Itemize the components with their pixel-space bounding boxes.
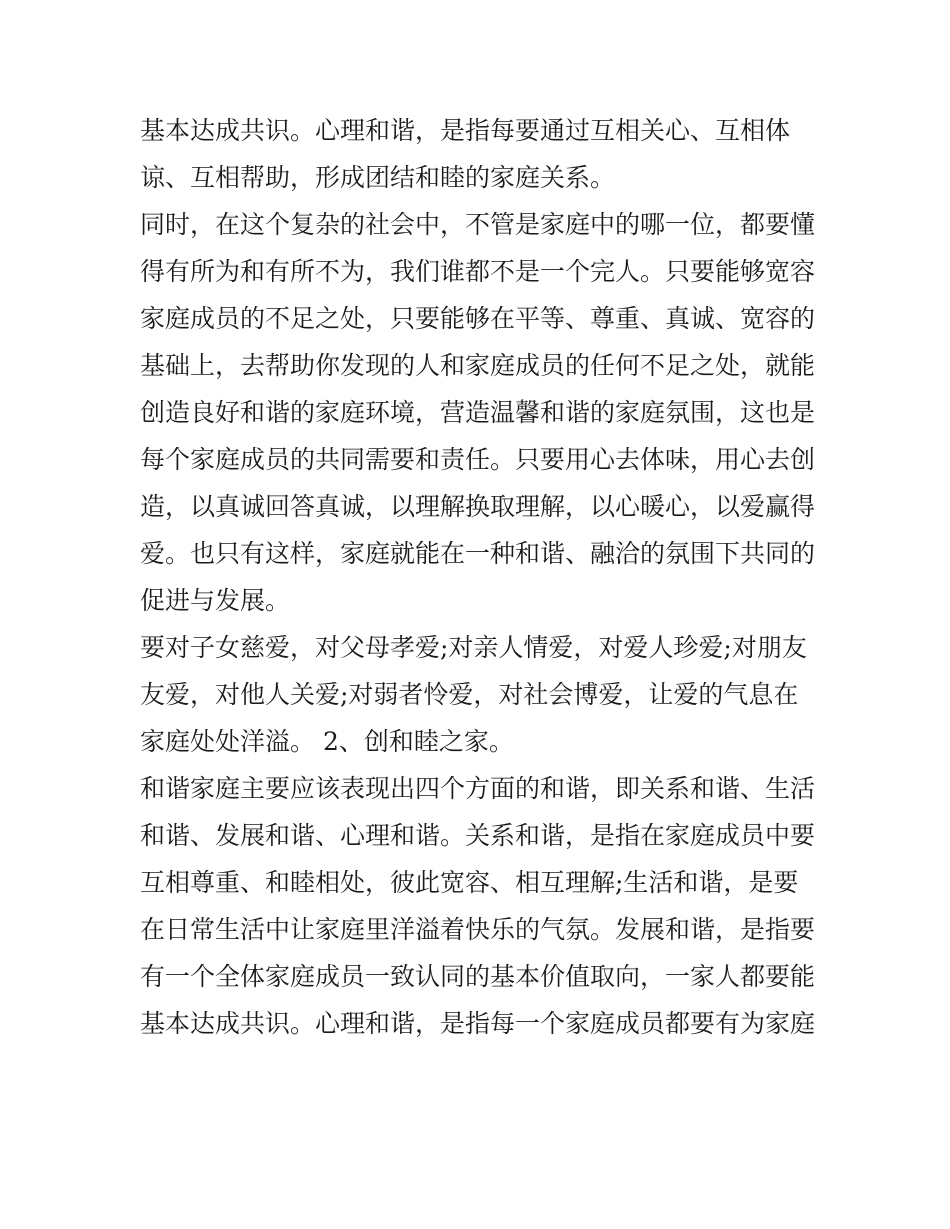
text-line: 同时，在这个复杂的社会中，不管是家庭中的哪一位，都要懂: [140, 210, 816, 239]
text-line: 有一个全体家庭成员一致认同的基本价值取向，一家人都要能: [140, 962, 816, 991]
text-line: 基本达成共识。心理和谐，是指每一个家庭成员都要有为家庭: [140, 1009, 816, 1038]
text-line: 每个家庭成员的共同需要和责任。只要用心去体味，用心去创: [140, 445, 816, 474]
text-line: 家庭成员的不足之处，只要能够在平等、尊重、真诚、宽容的: [140, 304, 816, 333]
text-line: 基本达成共识。心理和谐，是指每要通过互相关心、互相体: [140, 116, 791, 145]
text-line: 爱。也只有这样，家庭就能在一种和谐、融洽的氛围下共同的: [140, 539, 816, 568]
paragraph: [140, 626, 830, 764]
paragraph: [140, 767, 830, 1046]
text-line: 在日常生活中让家庭里洋溢着快乐的气氛。发展和谐，是指要: [140, 915, 816, 944]
text-line: 得有所为和有所不为，我们谁都不是一个完人。只要能够宽容: [140, 257, 816, 286]
text-line: 要对子女慈爱，对父母孝爱;对亲人情爱，对爱人珍爱;对朋友: [140, 633, 807, 662]
paragraph: [140, 203, 830, 623]
text-line: 和谐、发展和谐、心理和谐。关系和谐，是指在家庭成员中要: [140, 821, 816, 850]
text-line: 促进与发展。: [140, 586, 291, 615]
document-body: [140, 109, 830, 1046]
text-line: 造，以真诚回答真诚，以理解换取理解，以心暖心，以爱赢得: [140, 492, 816, 521]
text-line: 和谐家庭主要应该表现出四个方面的和谐，即关系和谐、生活: [140, 774, 816, 803]
text-line: 基础上，去帮助你发现的人和家庭成员的任何不足之处，就能: [140, 351, 816, 380]
text-line: 家庭处处洋溢。 2、创和睦之家。: [140, 727, 514, 756]
text-line: 友爱，对他人关爱;对弱者怜爱，对社会博爱，让爱的气息在: [140, 680, 799, 709]
paragraph: [140, 109, 830, 200]
text-line: 创造良好和谐的家庭环境，营造温馨和谐的家庭氛围，这也是: [140, 398, 816, 427]
text-line: 谅、互相帮助，形成团结和睦的家庭关系。: [140, 163, 616, 192]
text-line: 互相尊重、和睦相处，彼此宽容、相互理解;生活和谐，是要: [140, 868, 799, 897]
